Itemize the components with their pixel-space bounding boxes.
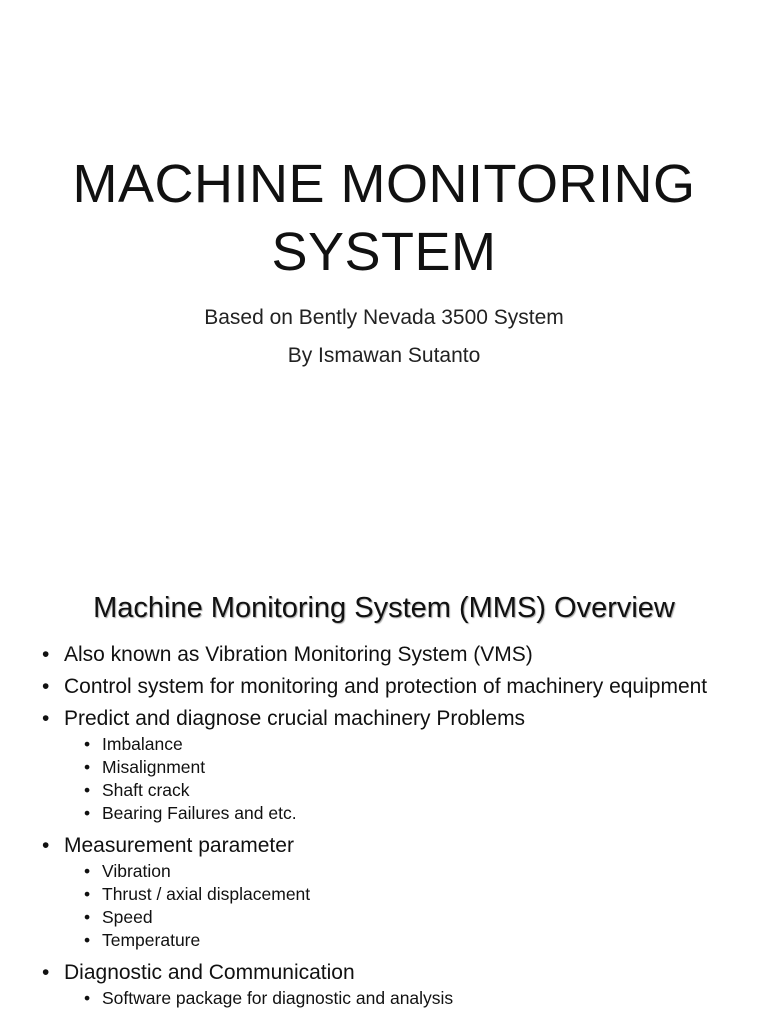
bullet-dot-icon: • (42, 961, 50, 984)
sub-bullet-list (64, 860, 740, 952)
bullet-dot-icon: • (42, 834, 50, 857)
sub-bullet-text: Bearing Failures and etc. (102, 803, 297, 823)
sub-bullet-text: Imbalance (102, 734, 183, 754)
sub-bullet-text: Software package for diagnostic and analysis (102, 988, 454, 1008)
bullet-text: Measurement parameter (64, 834, 294, 857)
bullet-text: Diagnostic and Communication (64, 961, 355, 984)
bullet-dot-icon: • (84, 988, 91, 1008)
sub-bullet-list (64, 733, 740, 825)
sub-bullet-item (64, 883, 740, 906)
bullet-dot-icon: • (84, 861, 91, 881)
bullet-item (40, 676, 740, 698)
sub-bullet-item (64, 987, 740, 1010)
sub-bullet-text: Shaft crack (102, 780, 190, 800)
bullet-dot-icon: • (42, 675, 50, 698)
bullet-dot-icon: • (84, 930, 91, 950)
slide-subtitle-source: Based on Bently Nevada 3500 System (204, 306, 564, 329)
sub-bullet-text: Vibration (102, 861, 171, 881)
bullet-dot-icon: • (84, 884, 91, 904)
bullet-text: Predict and diagnose crucial machinery Problems (64, 707, 526, 730)
sub-bullet-item (64, 860, 740, 883)
bullet-dot-icon: • (84, 780, 91, 800)
slide-title-line-2: SYSTEM (271, 222, 497, 282)
slide-subtitle-author: By Ismawan Sutanto (287, 344, 481, 367)
bullet-list (40, 644, 740, 1020)
slide-title-line-1: MACHINE MONITORING (72, 154, 696, 214)
bullet-dot-icon: • (84, 803, 91, 823)
sub-bullet-text: Misalignment (102, 757, 206, 777)
bullet-item (40, 835, 740, 952)
sub-bullet-list (64, 987, 740, 1010)
bullet-dot-icon: • (42, 707, 50, 730)
sub-bullet-item (64, 929, 740, 952)
sub-bullet-item (64, 802, 740, 825)
sub-bullet-text: Speed (102, 907, 153, 927)
sub-bullet-item (64, 733, 740, 756)
bullet-dot-icon: • (84, 907, 91, 927)
bullet-item (40, 708, 740, 825)
bullet-item (40, 962, 740, 1010)
overview-title: Machine Monitoring System (MMS) Overview (93, 592, 675, 624)
sub-bullet-item (64, 756, 740, 779)
bullet-item (40, 644, 740, 666)
sub-bullet-text: Temperature (102, 930, 201, 950)
bullet-text: Also known as Vibration Monitoring System (VMS) (64, 643, 533, 666)
sub-bullet-text: Thrust / axial displacement (102, 884, 311, 904)
bullet-dot-icon: • (84, 734, 91, 754)
bullet-dot-icon: • (42, 643, 50, 666)
overview-slide (0, 576, 768, 1024)
bullet-dot-icon: • (84, 757, 91, 777)
slide-title (0, 150, 768, 286)
bullet-text: Control system for monitoring and protection of machinery equipment (64, 675, 708, 698)
sub-bullet-item (64, 906, 740, 929)
sub-bullet-item (64, 779, 740, 802)
